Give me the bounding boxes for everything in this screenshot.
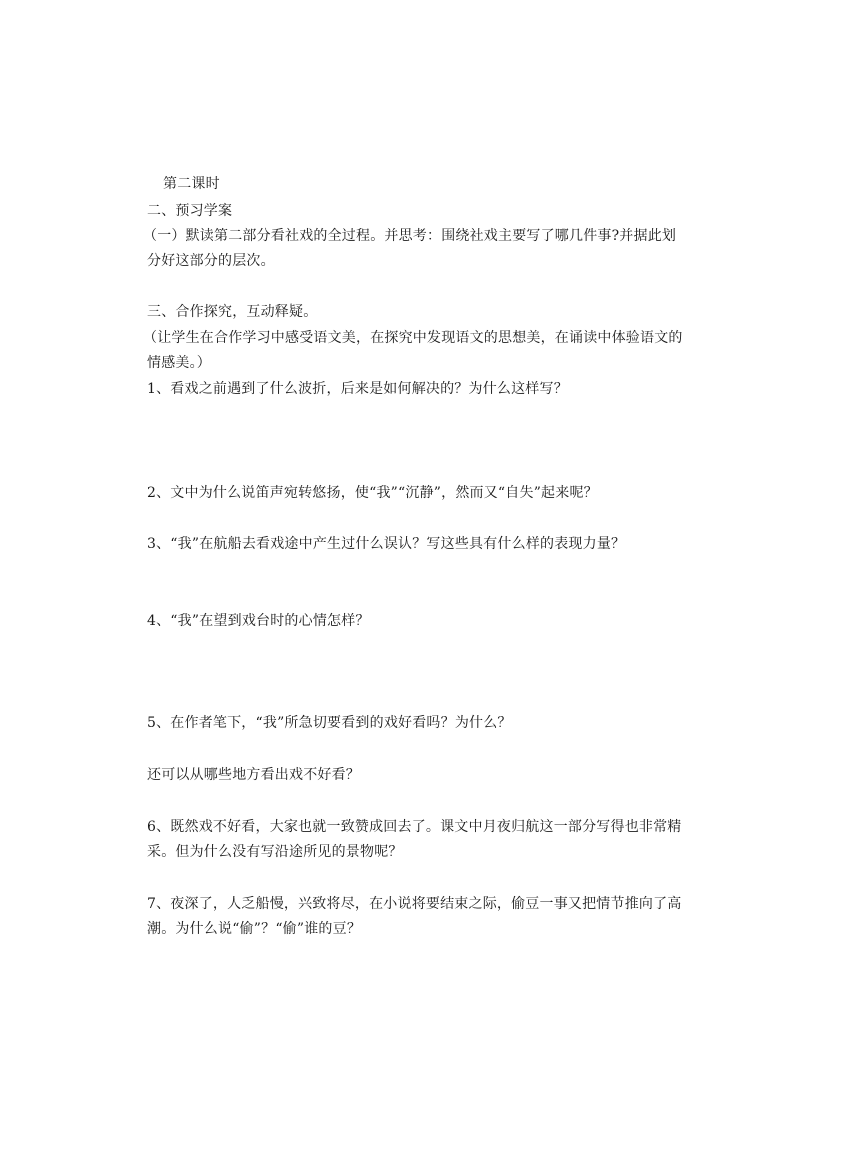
preview-task-line-1: （一）默读第二部分看社戏的全过程。并思考：围绕社戏主要写了哪几件事?并据此划	[143, 228, 677, 244]
preview-task-line-2: 分好这部分的层次。	[147, 253, 275, 269]
question-6-line-1: 6、既然戏不好看，大家也就一致赞成回去了。课文中月夜归航这一部分写得也非常精	[147, 819, 682, 835]
question-6-line-2: 采。但为什么没有写沿途所见的景物呢？	[147, 844, 403, 860]
question-4: 4、“我”在望到戏台时的心情怎样？	[147, 613, 370, 629]
section-explore-heading: 三、合作探究，互动释疑。	[147, 304, 318, 320]
question-7-line-2: 潮。为什么说“偷”？“偷”谁的豆？	[147, 921, 362, 937]
question-1: 1、看戏之前遇到了什么波折，后来是如何解决的？为什么这样写？	[147, 381, 568, 397]
section-preview-heading: 二、预习学案	[147, 203, 233, 219]
question-5: 5、在作者笔下，“我”所急切要看到的戏好看吗？为什么？	[147, 715, 512, 731]
question-3: 3、“我”在航船去看戏途中产生过什么误认？写这些具有什么样的表现力量？	[147, 536, 626, 552]
question-7-line-1: 7、夜深了，人乏船慢，兴致将尽，在小说将要结束之际，偷豆一事又把情节推向了高	[147, 896, 682, 912]
question-2: 2、文中为什么说笛声宛转悠扬，使“我”“沉静”，然而又“自失”起来呢？	[147, 485, 598, 501]
lesson-title: 第二课时	[163, 176, 220, 192]
explore-note-line-1: （让学生在合作学习中感受语文美，在探究中发现语文的思想美，在诵读中体验语文的	[143, 330, 683, 346]
question-5-followup: 还可以从哪些地方看出戏不好看？	[147, 767, 360, 783]
explore-note-line-2: 情感美。）	[147, 355, 211, 371]
